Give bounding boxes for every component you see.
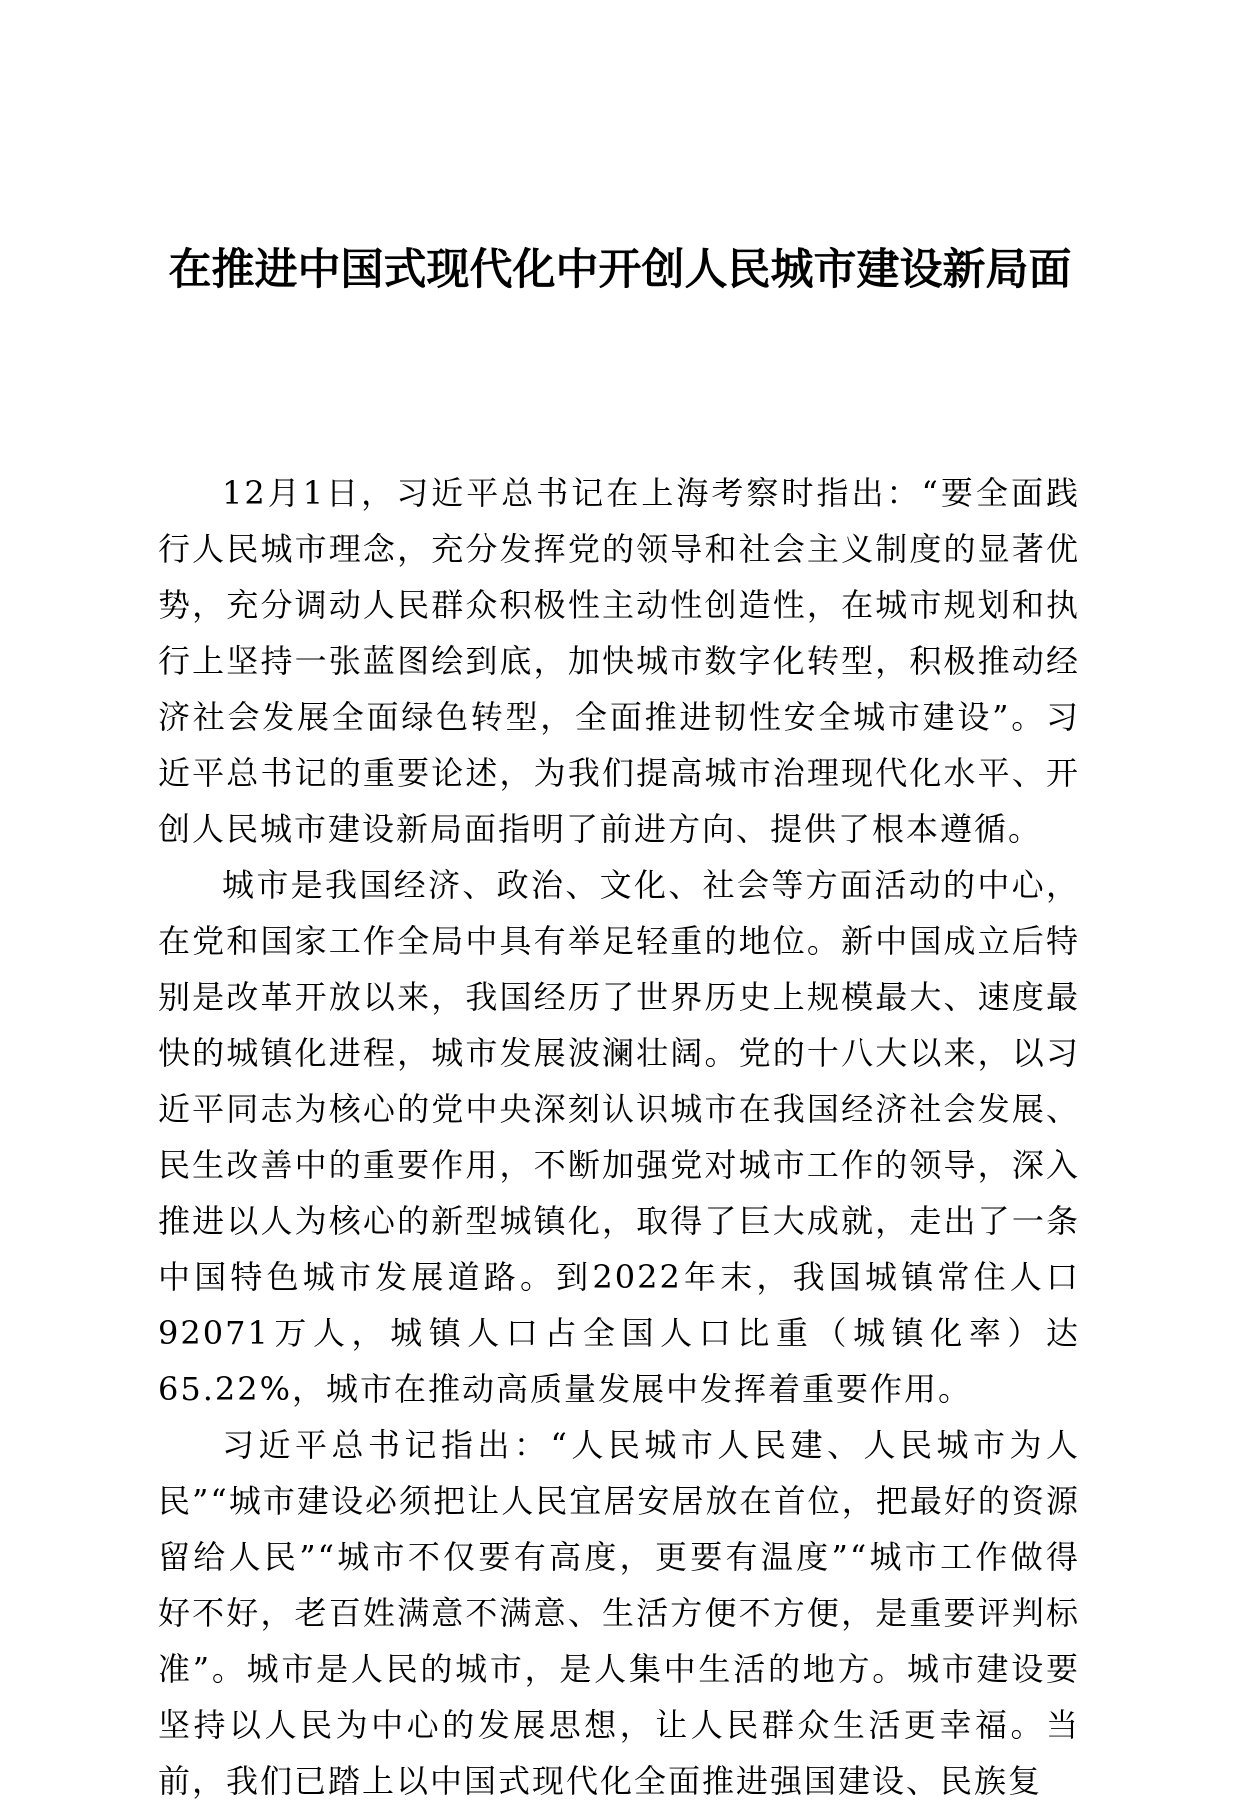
document-title: 在推进中国式现代化中开创人民城市建设新局面 <box>168 245 1072 295</box>
paragraph-1: 12月1日，习近平总书记在上海考察时指出：“要全面践行人民城市理念，充分发挥党的领导和社会主义制度的显著优势，充分调动人民群众积极性主动性创造性，在城市规划和执行上坚持一张蓝图绘到底，加快城市数字化转型，积极推动经济社会发展全面绿色转型，全面推进韧性安全城市建设”。习近平总书记的重要论述，为我们提高城市治理现代化水平、开创人民城市建设新局面指明了前进方向、提供了根本遵循。 <box>158 474 1080 848</box>
paragraph-2: 城市是我国经济、政治、文化、社会等方面活动的中心，在党和国家工作全局中具有举足轻重的地位。新中国成立后特别是改革开放以来，我国经历了世界历史上规模最大、速度最快的城镇化进程，城市发展波澜壮阔。党的十八大以来，以习近平同志为核心的党中央深刻认识城市在我国经济社会发展、民生改善中的重要作用，不断加强党对城市工作的领导，深入推进以人为核心的新型城镇化，取得了巨大成就，走出了一条中国特色城市发展道路。到2022年末，我国城镇常住人口92071万人，城镇人口占全国人口比重（城镇化率）达65.22%，城市在推动高质量发展中发挥着重要作用。 <box>158 866 1080 1408</box>
paragraph-3: 习近平总书记指出：“人民城市人民建、人民城市为人民”“城市建设必须把让人民宜居安居放在首位，把最好的资源留给人民”“城市不仅要有高度，更要有温度”“城市工作做得好不好，老百姓满意不满意、生活方便不方便，是重要评判标准”。城市是人民的城市，是人集中生活的地方。城市建设要坚持以人民为中心的发展思想，让人民群众生活更幸福。当前，我们已踏上以中国式现代化全面推进强国建设、民族复 <box>158 1426 1080 1800</box>
document-body <box>158 465 1080 1809</box>
